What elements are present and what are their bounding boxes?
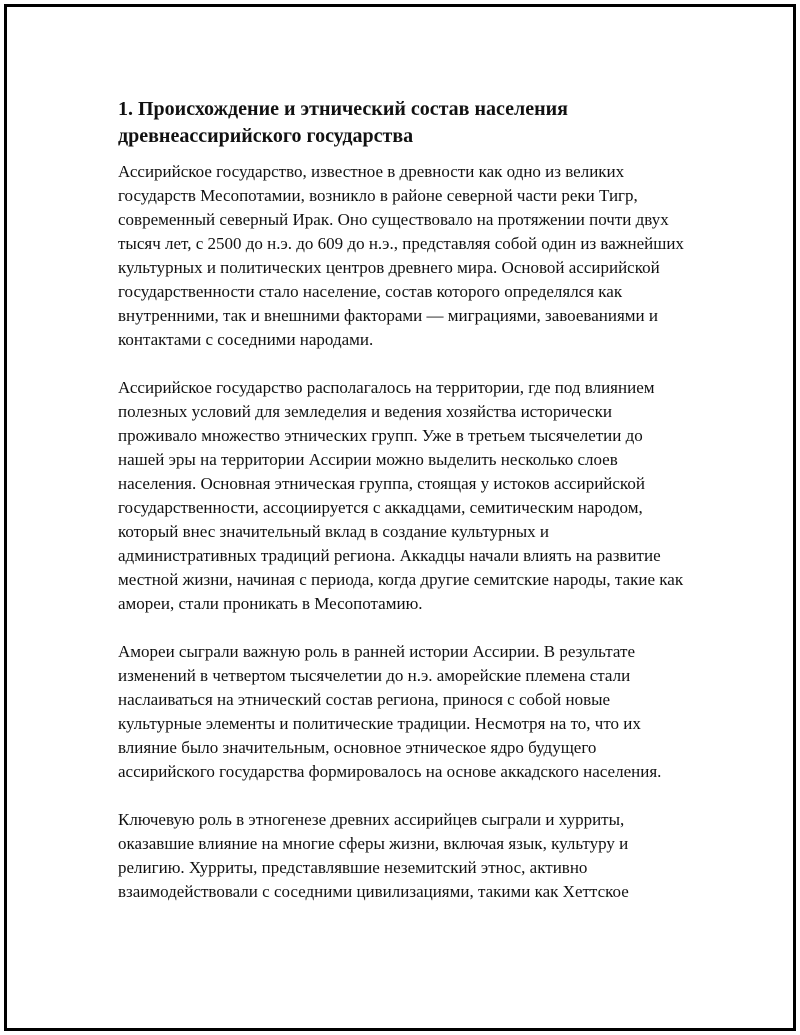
section-heading: 1. Происхождение и этнический состав населения древнеассирийского государства (118, 98, 568, 147)
paragraph-3: Амореи сыграли важную роль в ранней истории Ассирии. В результате изменений в четвертом тысячелетии до н.э. аморейские племена стали наслаиваться на этнический состав региона, принося с собой новые культурные элементы и политические традиции. Несмотря на то, что их влияние было значительным, основное этническое ядро будущего ассирийского государства формировалось на основе аккадского населения. (118, 642, 662, 781)
paragraph-4: Ключевую роль в этногенезе древних ассирийцев сыграли и хурриты, оказавшие влияние на многие сферы жизни, включая язык, культуру и религию. Хурриты, представлявшие неземитский этнос, активно взаимодействовали с соседними цивилизациями, такими как Хеттское (118, 810, 629, 901)
document-body (118, 96, 684, 928)
paragraph-2: Ассирийское государство располагалось на территории, где под влиянием полезных условий для земледелия и ведения хозяйства исторически проживало множество этнических групп. Уже в третьем тысячелетии до нашей эры на территории Ассирии можно выделить несколько слоев населения. Основная этническая группа, стоящая у истоков ассирийской государственности, ассоциируется с аккадцами, семитическим народом, который внес значительный вклад в создание культурных и административных традиций региона. Аккадцы начали влиять на развитие местной жизни, начиная с периода, когда другие семитские народы, такие как амореи, стали проникать в Месопотамию. (118, 378, 684, 613)
paragraph-1: Ассирийское государство, известное в древности как одно из великих государств Месопотамии, возникло в районе северной части реки Тигр, современный северный Ирак. Оно существовало на протяжении почти двух тысяч лет, с 2500 до н.э. до 609 до н.э., представляя собой один из важнейших культурных и политических центров древнего мира. Основой ассирийской государственности стало население, состав которого определялся как внутренними, так и внешними факторами — миграциями, завоеваниями и контактами с соседними народами. (118, 162, 684, 349)
